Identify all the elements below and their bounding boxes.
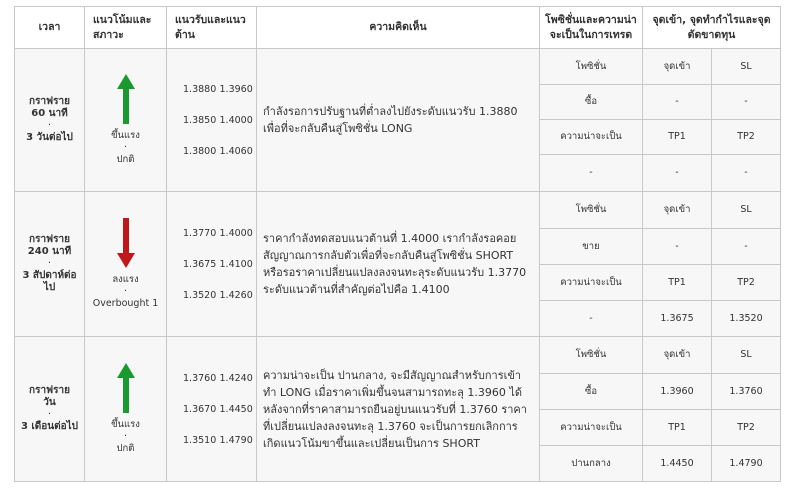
forecast-row (15, 337, 781, 482)
trend-separator: · (123, 431, 128, 442)
targets-cell (643, 49, 781, 192)
resistance-value: 1.4100 (219, 258, 253, 270)
forecast-table-container (14, 6, 780, 482)
level-pair (183, 394, 256, 425)
position-cell (540, 192, 643, 337)
grid-cell: TP2 (712, 409, 781, 445)
grid-cell: 1.3675 (660, 312, 694, 324)
timeframe-horizon: 3 วันต่อไป (26, 132, 73, 143)
support-value: 1.3675 (183, 258, 217, 270)
resistance-value: 1.4450 (219, 403, 253, 415)
grid-cell: ซื้อ (540, 373, 642, 409)
trend-condition: ปกติ (116, 154, 135, 165)
grid-cell: 1.4790 (712, 445, 781, 481)
level-pair (183, 74, 256, 105)
level-pair (183, 425, 256, 456)
header-levels: แนวรับและแนวต้าน (167, 7, 257, 49)
trend-separator: · (123, 286, 128, 297)
position-cell (540, 49, 643, 192)
grid-cell: ความน่าจะเป็น (540, 264, 642, 300)
level-pair (183, 363, 256, 394)
support-value: 1.3800 (183, 145, 217, 157)
opinion-cell: ราคากำลังทดสอบแนวต้านที่ 1.4000 เรากำลังรอคอยสัญญาณการกลับตัวเพื่อที่จะกลับคืนสู่โพซิชั่น SHORT หรือรอราคาเปลี่ยนแปลงลงจนทะลุระดับแนวรับ 1.3770 ระดับแนวต้านที่สำคัญต่อไปคือ 1.4100 (257, 192, 540, 337)
grid-cell: ขาย (540, 228, 642, 264)
grid-cell: - (712, 154, 781, 191)
levels-cell (167, 192, 257, 337)
level-pair (183, 249, 256, 280)
grid-cell: จุดเข้า (643, 49, 712, 84)
level-pair (183, 136, 256, 167)
resistance-value: 1.4240 (219, 372, 253, 384)
grid-cell: - (589, 312, 593, 324)
timeframe-separator: · (47, 258, 52, 269)
support-value: 1.3850 (183, 114, 217, 126)
timeframe-period: 60 นาที (31, 108, 68, 119)
grid-cell: - (675, 167, 679, 179)
levels-cell (167, 49, 257, 192)
opinion-cell: กำลังรอการปรับฐานที่ต่ำลงไปยังระดับแนวรับ 1.3880 เพื่อที่จะกลับคืนสู่โพซิชั่น LONG (257, 49, 540, 192)
support-value: 1.3770 (183, 227, 217, 239)
grid-cell: 1.3520 (712, 300, 781, 336)
grid-cell: TP2 (712, 119, 781, 154)
grid-cell: TP1 (643, 264, 712, 300)
resistance-value: 1.4000 (219, 227, 253, 239)
grid-cell: - (712, 228, 781, 264)
position-grid (540, 192, 642, 336)
header-row (15, 7, 781, 49)
trend-strength: ขึ้นแรง (111, 419, 140, 430)
trend-up-arrow-icon (117, 363, 135, 413)
header-targets: จุดเข้า, จุดทำกำไรและจุดตัดขาดทุน (643, 7, 781, 49)
grid-cell: ซื้อ (540, 84, 642, 119)
position-cell (540, 337, 643, 482)
position-grid (540, 49, 642, 191)
grid-cell: โพซิชั่น (540, 49, 642, 84)
grid-cell: 1.3960 (643, 373, 712, 409)
forecast-row (15, 192, 781, 337)
grid-cell: จุดเข้า (643, 337, 712, 373)
timeframe-period: 240 นาที (27, 246, 72, 257)
resistance-value: 1.4060 (219, 145, 253, 157)
timeframe-cell (15, 49, 85, 192)
support-value: 1.3880 (183, 83, 217, 95)
targets-grid (643, 192, 780, 336)
targets-cell (643, 192, 781, 337)
grid-cell: 1.4450 (660, 457, 694, 469)
timeframe-label: กราฟราย (29, 96, 70, 107)
grid-cell: TP1 (643, 119, 712, 154)
grid-cell: - (589, 167, 593, 179)
forecast-table (14, 6, 781, 482)
resistance-value: 1.4000 (219, 114, 253, 126)
trend-down-arrow-icon (117, 218, 135, 268)
resistance-value: 1.3960 (219, 83, 253, 95)
grid-cell: ความน่าจะเป็น (540, 119, 642, 154)
timeframe-cell (15, 337, 85, 482)
levels-cell (167, 337, 257, 482)
timeframe-separator: · (47, 120, 52, 131)
timeframe-separator: · (47, 409, 52, 420)
opinion-cell: ความน่าจะเป็น ปานกลาง, จะมีสัญญาณสำหรับการเข้าทำ LONG เมื่อราคาเพิ่มขึ้นจนสามารถทะลุ 1.3960 ได้หลังจากที่ราคาสามารถยืนอยู่บนแนวรับที่ 1.3760 ราคาที่เปลี่ยนแปลงลงจนทะลุ 1.3760 จะเป็นการยกเลิกการเกิดแนวโน้มขาขึ้นและเปลี่ยนเป็นการ SHORT (257, 337, 540, 482)
grid-cell: 1.3760 (712, 373, 781, 409)
grid-cell: ความน่าจะเป็น (540, 409, 642, 445)
targets-cell (643, 337, 781, 482)
resistance-value: 1.4790 (219, 434, 253, 446)
grid-cell: โพซิชั่น (540, 337, 642, 373)
trend-strength: ลงแรง (112, 274, 139, 285)
forecast-row (15, 49, 781, 192)
header-time: เวลา (15, 7, 85, 49)
grid-cell: TP2 (712, 264, 781, 300)
trend-cell (85, 337, 167, 482)
targets-grid (643, 337, 780, 481)
header-position: โพซิชั่นและความน่าจะเป็นในการเทรด (540, 7, 643, 49)
grid-cell: โพซิชั่น (540, 192, 642, 228)
timeframe-label: กราฟราย (29, 385, 70, 396)
timeframe-horizon: 3 เดือนต่อไป (20, 421, 79, 432)
level-pair (183, 280, 256, 311)
grid-cell: SL (712, 337, 781, 373)
trend-condition: Overbought 1 (92, 298, 159, 309)
trend-cell (85, 49, 167, 192)
timeframe-period: วัน (43, 397, 56, 408)
level-pair (183, 218, 256, 249)
resistance-value: 1.4260 (219, 289, 253, 301)
support-value: 1.3670 (183, 403, 217, 415)
support-value: 1.3510 (183, 434, 217, 446)
trend-condition: ปกติ (116, 443, 135, 454)
position-grid (540, 337, 642, 481)
grid-cell: SL (712, 49, 781, 84)
grid-cell: - (712, 84, 781, 119)
grid-cell: ปานกลาง (571, 457, 611, 469)
header-trend: แนวโน้มและสภาวะ (85, 7, 167, 49)
grid-cell: TP1 (643, 409, 712, 445)
trend-up-arrow-icon (117, 74, 135, 124)
timeframe-cell (15, 192, 85, 337)
trend-cell (85, 192, 167, 337)
trend-strength: ขึ้นแรง (111, 130, 140, 141)
grid-cell: - (643, 84, 712, 119)
grid-cell: - (643, 228, 712, 264)
support-value: 1.3760 (183, 372, 217, 384)
timeframe-horizon: 3 สัปดาห์ต่อไป (22, 270, 77, 293)
timeframe-label: กราฟราย (29, 234, 70, 245)
targets-grid (643, 49, 780, 191)
grid-cell: SL (712, 192, 781, 228)
trend-separator: · (123, 142, 128, 153)
header-opinion: ความคิดเห็น (257, 7, 540, 49)
grid-cell: จุดเข้า (643, 192, 712, 228)
level-pair (183, 105, 256, 136)
support-value: 1.3520 (183, 289, 217, 301)
